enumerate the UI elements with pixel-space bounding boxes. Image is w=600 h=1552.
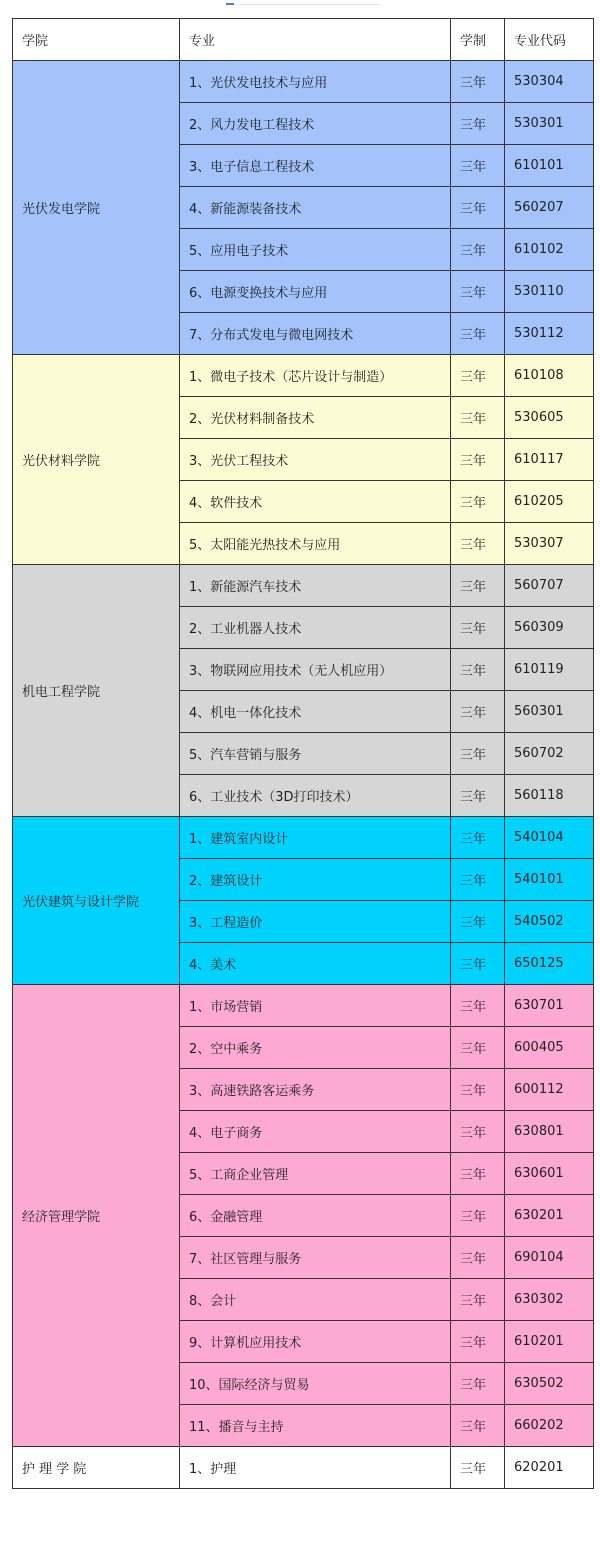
table-header-row [13,19,594,61]
duration-cell: 三年 [451,1153,505,1195]
duration-cell: 三年 [451,1195,505,1237]
duration-cell: 三年 [451,1405,505,1447]
top-divider-accent [226,3,234,5]
duration-cell: 三年 [451,733,505,775]
major-cell: 4、机电一体化技术 [180,691,451,733]
duration-cell: 三年 [451,1111,505,1153]
major-cell: 7、社区管理与服务 [180,1237,451,1279]
table-body [13,61,594,1489]
major-cell: 6、工业技术（3D打印技术） [180,775,451,817]
major-cell: 3、高速铁路客运乘务 [180,1069,451,1111]
table-row [13,565,594,607]
duration-cell: 三年 [451,313,505,355]
table-row [13,355,594,397]
college-cell: 机电工程学院 [13,565,180,817]
duration-cell: 三年 [451,691,505,733]
code-cell: 610102 [505,229,594,271]
major-cell: 4、软件技术 [180,481,451,523]
major-cell: 4、电子商务 [180,1111,451,1153]
table-row [13,985,594,1027]
table-row [13,817,594,859]
college-cell: 护 理 学 院 [13,1447,180,1489]
duration-cell: 三年 [451,775,505,817]
code-cell: 530304 [505,61,594,103]
major-cell: 5、太阳能光热技术与应用 [180,523,451,565]
major-cell: 6、电源变换技术与应用 [180,271,451,313]
major-cell: 1、新能源汽车技术 [180,565,451,607]
duration-cell: 三年 [451,439,505,481]
major-cell: 2、空中乘务 [180,1027,451,1069]
major-cell: 5、汽车营销与服务 [180,733,451,775]
code-cell: 630502 [505,1363,594,1405]
major-cell: 5、应用电子技术 [180,229,451,271]
major-cell: 3、物联网应用技术（无人机应用） [180,649,451,691]
major-cell: 2、风力发电工程技术 [180,103,451,145]
major-cell: 2、光伏材料制备技术 [180,397,451,439]
code-cell: 650125 [505,943,594,985]
duration-cell: 三年 [451,145,505,187]
duration-cell: 三年 [451,817,505,859]
header-college: 学院 [13,19,180,61]
duration-cell: 三年 [451,103,505,145]
code-cell: 620201 [505,1447,594,1489]
code-cell: 560309 [505,607,594,649]
major-cell: 8、会计 [180,1279,451,1321]
code-cell: 540104 [505,817,594,859]
duration-cell: 三年 [451,271,505,313]
duration-cell: 三年 [451,1069,505,1111]
duration-cell: 三年 [451,61,505,103]
major-cell: 2、工业机器人技术 [180,607,451,649]
major-cell: 1、市场营销 [180,985,451,1027]
majors-table [12,18,594,1489]
major-cell: 1、微电子技术（芯片设计与制造） [180,355,451,397]
code-cell: 610205 [505,481,594,523]
major-cell: 7、分布式发电与微电网技术 [180,313,451,355]
code-cell: 530301 [505,103,594,145]
code-cell: 560207 [505,187,594,229]
duration-cell: 三年 [451,607,505,649]
code-cell: 560707 [505,565,594,607]
major-cell: 5、工商企业管理 [180,1153,451,1195]
header-duration: 学制 [451,19,505,61]
major-cell: 1、护理 [180,1447,451,1489]
code-cell: 610119 [505,649,594,691]
duration-cell: 三年 [451,1363,505,1405]
college-cell: 光伏材料学院 [13,355,180,565]
code-cell: 530307 [505,523,594,565]
code-cell: 630302 [505,1279,594,1321]
code-cell: 560702 [505,733,594,775]
major-cell: 10、国际经济与贸易 [180,1363,451,1405]
major-cell: 6、金融管理 [180,1195,451,1237]
code-cell: 630201 [505,1195,594,1237]
code-cell: 630801 [505,1111,594,1153]
major-cell: 1、建筑室内设计 [180,817,451,859]
code-cell: 610101 [505,145,594,187]
duration-cell: 三年 [451,397,505,439]
major-cell: 4、新能源装备技术 [180,187,451,229]
duration-cell: 三年 [451,1237,505,1279]
major-cell: 2、建筑设计 [180,859,451,901]
code-cell: 560301 [505,691,594,733]
duration-cell: 三年 [451,1321,505,1363]
college-cell: 经济管理学院 [13,985,180,1447]
header-major: 专业 [180,19,451,61]
code-cell: 690104 [505,1237,594,1279]
code-cell: 530112 [505,313,594,355]
code-cell: 610117 [505,439,594,481]
code-cell: 610201 [505,1321,594,1363]
code-cell: 530110 [505,271,594,313]
code-cell: 560118 [505,775,594,817]
header-code: 专业代码 [505,19,594,61]
major-cell: 1、光伏发电技术与应用 [180,61,451,103]
duration-cell: 三年 [451,1027,505,1069]
major-cell: 3、电子信息工程技术 [180,145,451,187]
duration-cell: 三年 [451,859,505,901]
duration-cell: 三年 [451,901,505,943]
code-cell: 600405 [505,1027,594,1069]
top-divider [226,4,380,5]
duration-cell: 三年 [451,1447,505,1489]
duration-cell: 三年 [451,481,505,523]
code-cell: 630701 [505,985,594,1027]
table-row [13,1447,594,1489]
major-cell: 4、美术 [180,943,451,985]
table-row [13,61,594,103]
code-cell: 600112 [505,1069,594,1111]
major-cell: 3、光伏工程技术 [180,439,451,481]
code-cell: 540101 [505,859,594,901]
duration-cell: 三年 [451,187,505,229]
code-cell: 630601 [505,1153,594,1195]
major-cell: 11、播音与主持 [180,1405,451,1447]
duration-cell: 三年 [451,355,505,397]
code-cell: 610108 [505,355,594,397]
code-cell: 530605 [505,397,594,439]
duration-cell: 三年 [451,229,505,271]
code-cell: 660202 [505,1405,594,1447]
duration-cell: 三年 [451,1279,505,1321]
code-cell: 540502 [505,901,594,943]
duration-cell: 三年 [451,649,505,691]
duration-cell: 三年 [451,943,505,985]
college-cell: 光伏建筑与设计学院 [13,817,180,985]
duration-cell: 三年 [451,523,505,565]
major-cell: 3、工程造价 [180,901,451,943]
duration-cell: 三年 [451,985,505,1027]
duration-cell: 三年 [451,565,505,607]
major-cell: 9、计算机应用技术 [180,1321,451,1363]
college-cell: 光伏发电学院 [13,61,180,355]
